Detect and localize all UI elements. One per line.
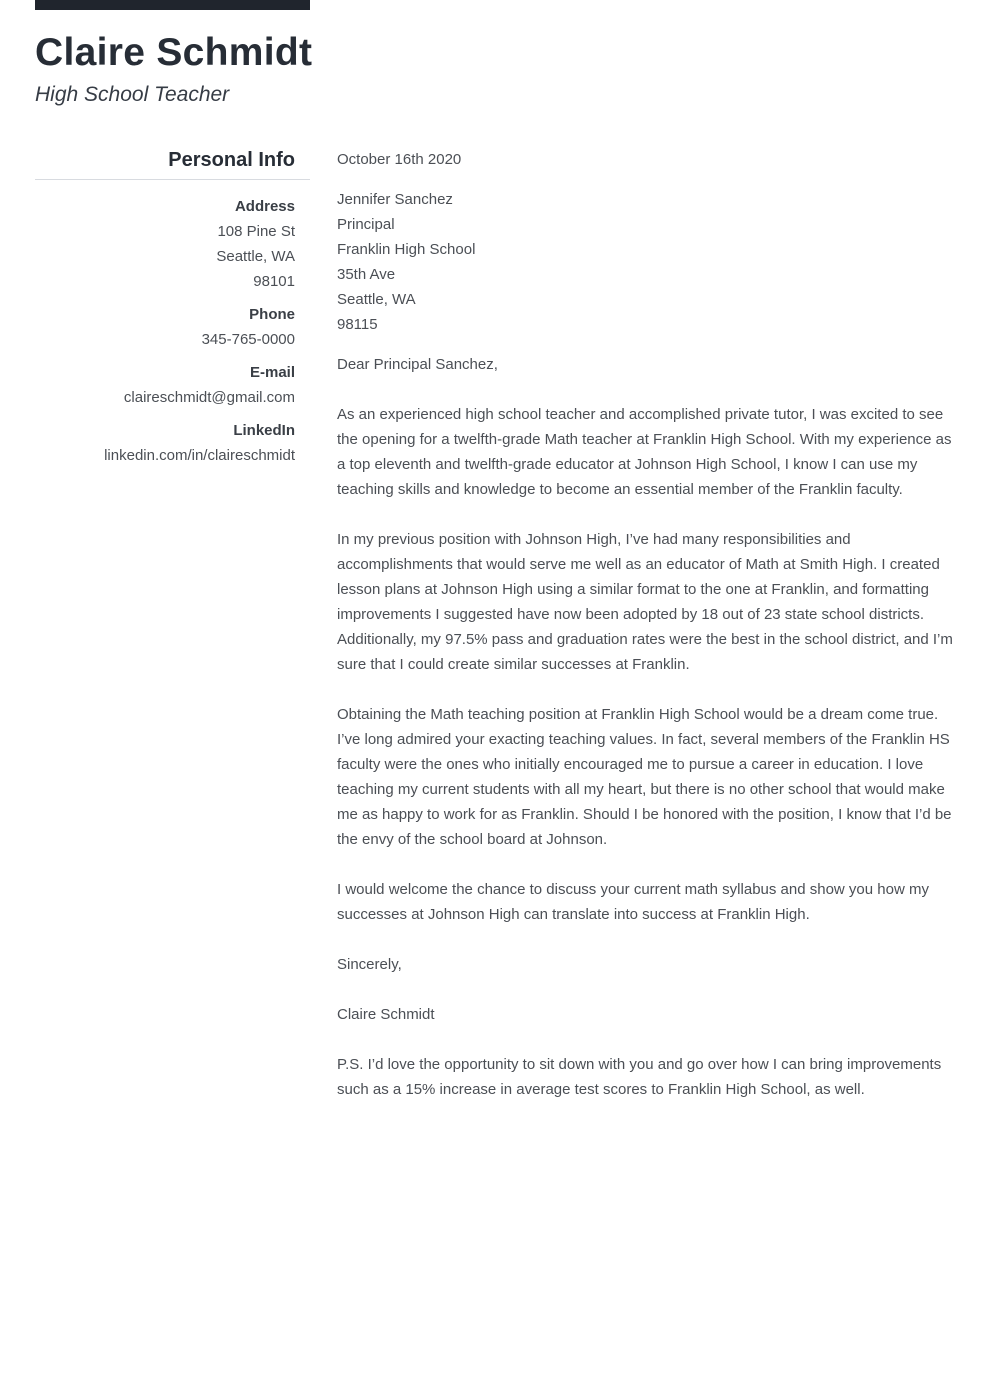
person-name: Claire Schmidt (35, 31, 313, 74)
recipient-street: 35th Ave (337, 266, 396, 283)
recipient-zip: 98115 (337, 316, 378, 333)
personal-info-sidebar (35, 147, 310, 476)
letter-date: October 16th 2020 (337, 151, 462, 168)
document-header (35, 30, 935, 108)
address-line: Seattle, WA (216, 248, 295, 265)
letter-body (337, 147, 953, 1127)
recipient-city: Seattle, WA (337, 291, 416, 308)
info-group-phone (35, 302, 310, 352)
recipient-block (337, 187, 953, 337)
info-group-linkedin (35, 418, 310, 468)
accent-top-bar (35, 0, 310, 10)
recipient-organization: Franklin High School (337, 241, 476, 258)
letter-paragraph: Obtaining the Math teaching position at Franklin High School would be a dream come true. I’ve long admired your exacting teaching values. In fact, several members of the Franklin HS faculty were the ones who initially encouraged me to pursue a career in education. I love teaching my current students with all my heart, but there is no other school that would make me as happy to work for as Franklin. Should I be honored with the position, I know that I’d be the envy of the school board at Johnson. (337, 706, 952, 848)
letter-postscript: P.S. I’d love the opportunity to sit down with you and go over how I can bring improvements such as a 15% increase in average test scores to Franklin High School, as well. (337, 1056, 942, 1098)
sidebar-divider (35, 179, 310, 180)
letter-paragraph: In my previous position with Johnson High, I’ve had many responsibilities and accomplishments that would serve me well as an educator of Math at Smith High. I created lesson plans at Johnson High using a similar format to the one at Franklin, and formatting improvements I suggested have now been adopted by 18 out of 23 state school districts. Additionally, my 97.5% pass and graduation rates were the best in the school district, and I’m sure that I could create similar successes at Franklin. (337, 531, 953, 673)
phone-value: 345-765-0000 (201, 331, 295, 348)
phone-label: Phone (249, 306, 295, 323)
address-line: 108 Pine St (217, 223, 295, 240)
recipient-name: Jennifer Sanchez (337, 191, 453, 208)
letter-paragraph: As an experienced high school teacher and accomplished private tutor, I was excited to see the opening for a twelfth-grade Math teacher at Franklin High School. With my experience as a top eleventh and twelfth-grade educator at Johnson High School, I know I can use my teaching skills and knowledge to become an essential member of the Franklin faculty. (337, 406, 952, 498)
info-group-address (35, 194, 310, 294)
linkedin-label: LinkedIn (233, 422, 295, 439)
address-label: Address (234, 198, 295, 215)
salutation: Dear Principal Sanchez, (337, 356, 498, 373)
letter-paragraph: I would welcome the chance to discuss your current math syllabus and show you how my successes at Johnson High can translate into success at Franklin High. (337, 881, 929, 923)
recipient-title: Principal (337, 216, 395, 233)
email-label: E-mail (249, 364, 295, 381)
address-line: 98101 (253, 273, 295, 290)
email-value: claireschmidt@gmail.com (123, 389, 295, 406)
sidebar-heading: Personal Info (168, 149, 295, 171)
letter-closing: Sincerely, (337, 956, 402, 973)
letter-signature: Claire Schmidt (337, 1006, 435, 1023)
linkedin-value: linkedin.com/in/claireschmidt (104, 447, 295, 464)
person-job-title: High School Teacher (35, 83, 230, 106)
info-group-email (35, 360, 310, 410)
